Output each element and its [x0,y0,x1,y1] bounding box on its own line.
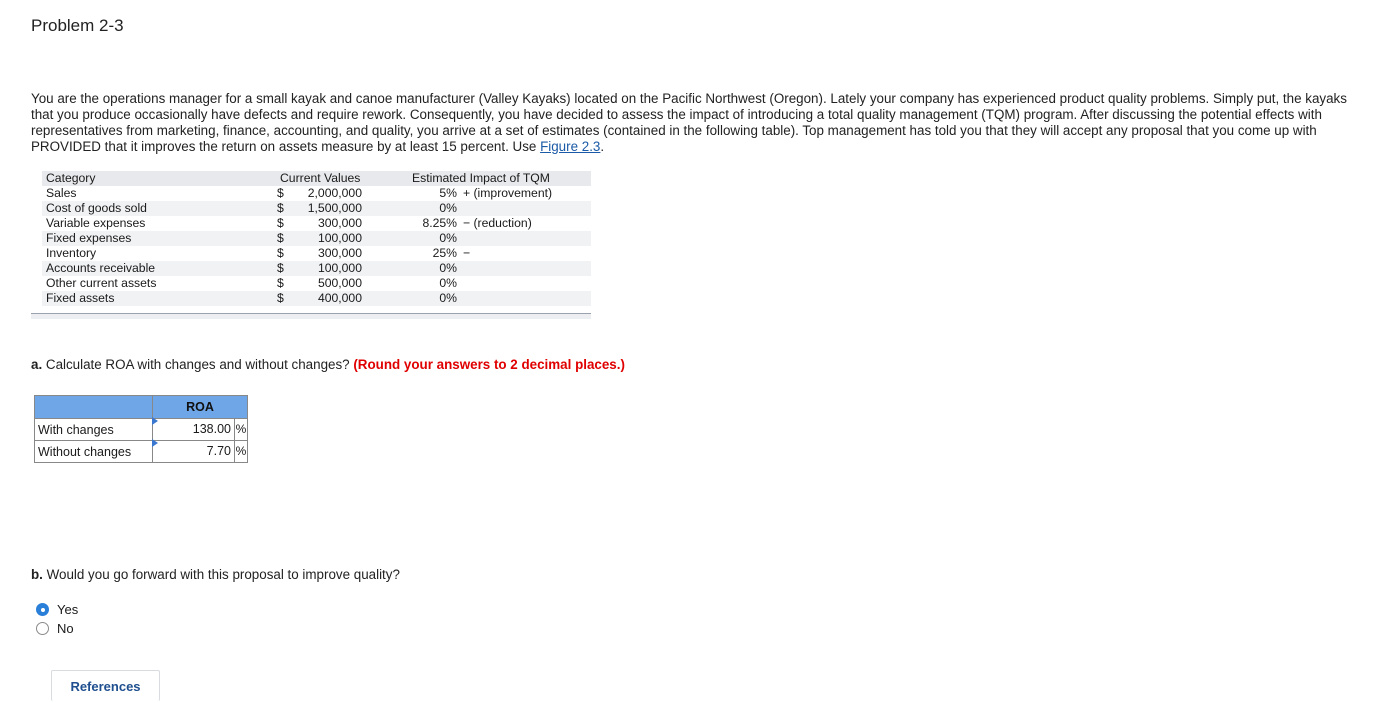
rounding-instruction: (Round your answers to 2 decimal places.) [353,357,625,372]
impact-cell: 0% [439,291,457,305]
current-value-cell: 300,000 [317,216,362,230]
dollar-sign: $ [277,261,284,275]
dollar-sign: $ [277,231,284,245]
table-scroll-bar [31,313,591,319]
current-value-cell: 100,000 [317,231,362,245]
estimates-rows [42,186,591,306]
option-yes[interactable] [36,602,78,617]
impact-cell: 5% [439,186,457,200]
category-cell: Sales [46,186,77,200]
category-cell: Fixed expenses [46,231,132,245]
roa-label-with-changes: With changes [35,419,153,441]
roa-header: ROA [153,396,248,419]
percent-unit: % [235,422,247,436]
current-value-cell: 300,000 [317,246,362,260]
category-cell: Variable expenses [46,216,146,230]
problem-description [31,91,1366,155]
impact-note: − [463,246,471,260]
radio-yes[interactable] [36,603,49,616]
question-b [31,567,400,582]
current-value-cell: 1,500,000 [307,201,362,215]
answer-flag-icon [152,439,158,447]
estimates-row [42,246,591,261]
current-value-cell: 2,000,000 [307,186,362,200]
roa-row-with-changes [35,419,248,441]
estimates-row [42,276,591,291]
references-button[interactable]: References [51,670,160,701]
question-a [31,357,625,372]
category-cell: Inventory [46,246,97,260]
roa-input-with-changes[interactable]: 138.00 [153,419,235,440]
dollar-sign: $ [277,246,284,260]
impact-cell: 0% [439,276,457,290]
percent-unit: % [235,444,247,458]
description-end: . [600,139,605,154]
dollar-sign: $ [277,186,284,200]
roa-input-without-changes[interactable]: 7.70 [153,441,235,462]
current-value-cell: 500,000 [317,276,362,290]
current-value-cell: 400,000 [317,291,362,305]
category-cell: Accounts receivable [46,261,156,275]
question-a-text: Calculate ROA with changes and without changes? [42,357,354,372]
dollar-sign: $ [277,291,284,305]
roa-header-row [35,396,248,419]
impact-cell: 0% [439,231,457,245]
question-b-text: Would you go forward with this proposal to improve quality? [42,567,400,582]
option-no[interactable] [36,621,74,636]
category-cell: Fixed assets [46,291,115,305]
dollar-sign: $ [277,216,284,230]
estimates-row [42,291,591,306]
radio-no[interactable] [36,622,49,635]
roa-row-without-changes [35,441,248,463]
estimates-row [42,261,591,276]
roa-cell-without-changes [153,441,248,463]
option-no-label: No [57,621,74,636]
figure-link[interactable]: Figure 2.3 [540,139,601,154]
estimates-table [42,171,591,306]
roa-answer-table [34,395,248,463]
option-yes-label: Yes [57,602,79,617]
category-cell: Other current assets [46,276,157,290]
impact-cell: 8.25% [422,216,457,230]
estimates-row [42,186,591,201]
estimates-row [42,201,591,216]
dollar-sign: $ [277,201,284,215]
impact-note: − (reduction) [463,216,532,230]
impact-cell: 0% [439,261,457,275]
estimates-row [42,216,591,231]
dollar-sign: $ [277,276,284,290]
roa-cell-with-changes [153,419,248,441]
estimates-row [42,231,591,246]
estimates-header-row [42,171,591,186]
roa-label-without-changes: Without changes [35,441,153,463]
header-estimated-impact: Estimated Impact of TQM [412,171,550,185]
impact-note: + (improvement) [463,186,553,200]
impact-cell: 0% [439,201,457,215]
category-cell: Cost of goods sold [46,201,147,215]
roa-header-blank [35,396,153,419]
current-value-cell: 100,000 [317,261,362,275]
impact-cell: 25% [432,246,457,260]
problem-title: Problem 2-3 [31,16,124,35]
header-category: Category [46,171,96,185]
description-text: You are the operations manager for a small kayak and canoe manufacturer (Valley Kayaks) located on the Pacific Northwest (Oregon). Lately your company has experienced product quality problems. Simply put, the kayaks that you produce occasionally have defects and require rework. Consequently, you have decided to assess the impact of introducing a total quality management (TQM) program. After discussing the potential effects with representatives from marketing, finance, accounting, and quality, you arrive at a set of estimates (contained in the following table). Top management has told you that they will accept any proposal that you come up with PROVIDED that it improves the return on assets measure by at least 15 percent. Use [31,91,1347,154]
question-b-label: b. [31,567,43,582]
answer-flag-icon [152,417,158,425]
header-current-values: Current Values [280,171,361,185]
question-a-label: a. [31,357,43,372]
